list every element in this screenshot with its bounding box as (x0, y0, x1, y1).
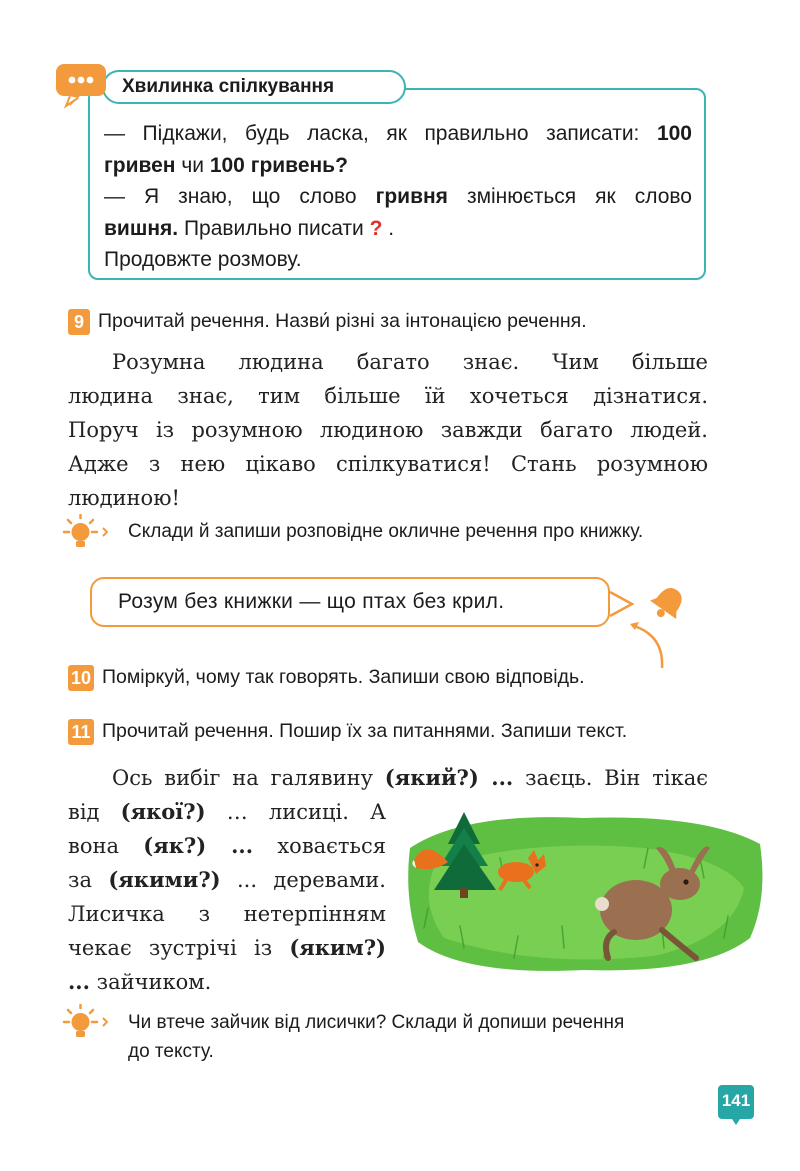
reading-text-1: Розумна людина багато знає. Чим більше людина знає, тим більше їй хочеться дізнатися. Поруч із розумною людиною завжди багато людей. Адже з нею цікаво спілкуватися! Стань розумною людиною! (68, 350, 708, 510)
lightbulb-icon (60, 1004, 108, 1044)
dialog-line-3: — Я знаю, що слово гривня змінюється як слово (104, 185, 692, 208)
hint-2: Чи втече зайчик від лисички? Склади й допиши речення до тексту. (128, 1012, 625, 1062)
task-number: 9 (68, 309, 90, 335)
page-number: 141 (721, 1091, 751, 1110)
dialog-title: Хвилинка спілкування (102, 70, 406, 104)
reading-text-2-line-1: Ось вибіг на галявину (який?) ... заєць. Він тікає (112, 765, 708, 790)
task-11 (68, 717, 627, 745)
task-number: 11 (68, 719, 94, 745)
dialog-line-5: Продовжте розмову. (104, 248, 302, 271)
dialog-line-4: вишня. Правильно писати ? . (104, 216, 395, 240)
meadow-illustration (404, 808, 766, 976)
dialog-line-1: — Підкажи, будь ласка, як правильно записати: 100 (104, 122, 692, 145)
dialog-text (104, 118, 692, 276)
task-10 (68, 663, 585, 691)
hint-1: Склади й запиши розповідне окличне речення про книжку. (128, 521, 644, 542)
task-text: Поміркуй, чому так говорять. Запиши свою відповідь. (102, 666, 585, 688)
reading-text-2: від (якої?) … лисиці. А вона (як?) ... ховається за (якими?) ... деревами. Лисичка з нетерпінням чекає зустрічі із (яким?) ... зайчиком. (68, 799, 386, 994)
chat-bubble-icon (56, 58, 108, 110)
dialog-line-2: гривен чи 100 гривень? (104, 153, 348, 177)
task-9 (68, 307, 587, 335)
bell-icon (606, 578, 690, 670)
proverb-box: Розум без книжки — що птах без крил. (90, 577, 610, 627)
task-text: Прочитай речення. Пошир їх за питаннями. Запиши текст. (102, 720, 628, 742)
task-text: Прочитай речення. Назви́ різні за інтонацією речення. (98, 310, 587, 332)
lightbulb-icon (60, 514, 108, 554)
task-number: 10 (68, 665, 94, 691)
